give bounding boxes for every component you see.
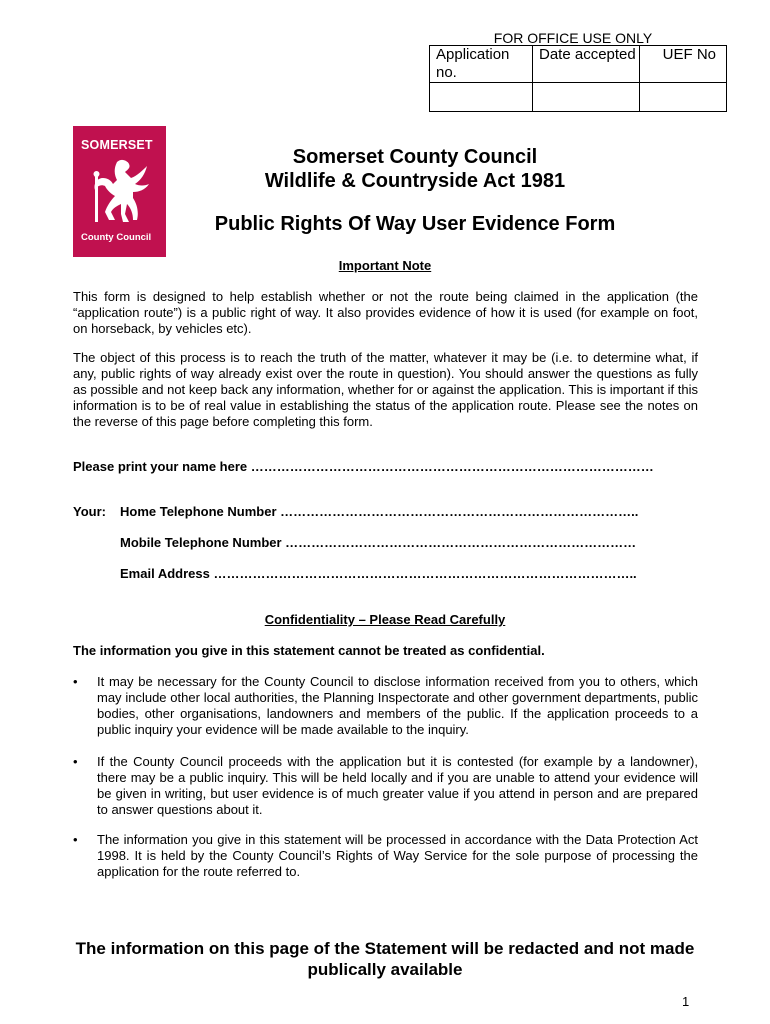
bullet-icon: • <box>73 754 78 769</box>
mobile-telephone-field[interactable]: Mobile Telephone Number ……………………………………………………………………… <box>120 535 637 550</box>
bullet-text: If the County Council proceeds with the application but it is contested (for example by a landowner), there may be a public inquiry. This will be held locally and if you are unable to attend your evidence will be given in writing, but user evidence is of much greater value if you attend in person and are prepared to answer questions about it. <box>97 754 698 817</box>
important-note-paragraph-1: This form is designed to help establish whether or not the route being claimed in the application (the “application route”) is a public right of way. It also provides evidence of how it is used (for example on foot, on horseback, by vehicles etc). <box>73 289 698 336</box>
confidentiality-statement: The information you give in this statement cannot be treated as confidential. <box>73 643 545 658</box>
office-cell-application-no <box>430 83 533 112</box>
redaction-notice: The information on this page of the Statement will be redacted and not made publically available <box>75 939 695 979</box>
office-col-application-no: Application no. <box>430 46 533 83</box>
somerset-county-council-logo <box>73 126 166 257</box>
bullet-text: It may be necessary for the County Council to disclose information received from you to others, which may include other local authorities, the Planning Inspectorate and other government departments, public bodies, other organisations, landowners and members of the public. If the application proceeds to a public inquiry your evidence will be made available to the inquiry. <box>97 674 698 737</box>
home-telephone-field[interactable]: Home Telephone Number ……………………………………………………………………….. <box>120 504 639 519</box>
page-number: 1 <box>682 994 690 1009</box>
bullet-icon: • <box>73 674 78 689</box>
office-col-uef-no: UEF No <box>640 46 727 83</box>
office-cell-uef-no <box>640 83 727 112</box>
bullet-icon: • <box>73 832 78 847</box>
office-use-table <box>429 45 727 112</box>
office-use-caption: FOR OFFICE USE ONLY <box>493 30 653 46</box>
email-address-field[interactable]: Email Address …………………………………………………………………………………….. <box>120 566 637 581</box>
form-title: Public Rights Of Way User Evidence Form <box>214 213 616 235</box>
important-note-heading: Important Note <box>338 258 432 273</box>
dragon-icon <box>87 156 153 228</box>
important-note-paragraph-2: The object of this process is to reach the truth of the matter, whatever it may be (i.e. to determine what, if any, public rights of way already exist over the route in question). You should answer the questions as fully as possible and not keep back any information, whether for or against the application. This is important if this information is to be of real value in establishing the status of the application route. Please see the notes on the reverse of this page before completing this form. <box>73 350 698 429</box>
office-cell-date-accepted <box>533 83 640 112</box>
bullet-text: The information you give in this statement will be processed in accordance with the Data Protection Act 1998. It is held by the County Council’s Rights of Way Service for the sole purpose of processing the application for the route referred to. <box>97 832 698 879</box>
title-council: Somerset County Council <box>292 146 538 168</box>
your-label: Your: <box>73 504 106 519</box>
confidentiality-heading: Confidentiality – Please Read Carefully <box>264 612 506 627</box>
title-act: Wildlife & Countryside Act 1981 <box>264 170 566 192</box>
name-field[interactable]: Please print your name here ………………………………………………………………………………… <box>73 459 654 474</box>
logo-top-text: SOMERSET <box>81 138 153 152</box>
office-col-date-accepted: Date accepted <box>533 46 640 83</box>
logo-bottom-text: County Council <box>81 232 152 243</box>
